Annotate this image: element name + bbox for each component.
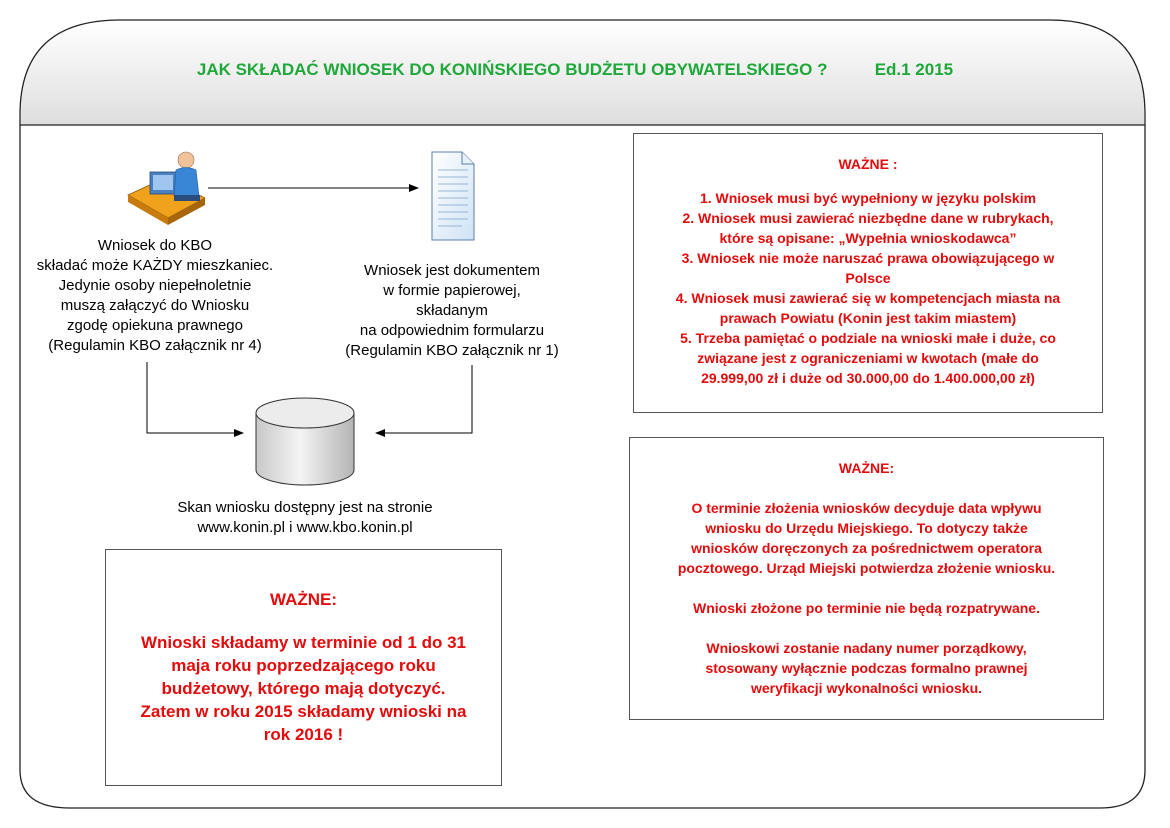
submission-line: wniosków doręczonych za pośrednictwem operatora <box>691 540 1042 556</box>
page-title <box>20 60 1130 80</box>
submission-heading: WAŻNE: <box>838 460 895 476</box>
person-description <box>20 236 290 356</box>
text-line: (Regulamin KBO załącznik nr 1) <box>345 342 559 359</box>
submission-line: weryfikacji wykonalności wniosku. <box>750 680 983 696</box>
text-line: na odpowiednim formularzu <box>359 322 545 339</box>
submission-line: pocztowego. Urząd Miejski potwierdza złożenie wniosku. <box>677 560 1056 576</box>
submission-line: stosowany wyłącznie podczas formalno prawnej <box>705 660 1028 676</box>
submission-line: O terminie złożenia wniosków decyduje data wpływu <box>691 500 1042 516</box>
rules-line: Polsce <box>845 270 891 286</box>
rules-line: 1. Wniosek musi być wypełniony w języku polskim <box>699 190 1037 206</box>
title-text: JAK SKŁADAĆ WNIOSEK DO KONIŃSKIEGO BUDŻETU OBYWATELSKIEGO ? <box>196 60 828 79</box>
text-line: Skan wniosku dostępny jest na stronie <box>177 499 433 516</box>
submission-line: wniosku do Urzędu Miejskiego. To dotyczy także <box>705 520 1028 536</box>
text-line: www.konin.pl i www.kbo.konin.pl <box>197 519 413 536</box>
rules-line: związane jest z ograniczeniami w kwotach (małe do <box>697 350 1039 366</box>
deadline-line: budżetowy, którego mają dotyczyć. <box>161 679 446 698</box>
rules-heading: WAŻNE : <box>838 156 898 172</box>
text-line: Wniosek do KBO <box>97 237 213 254</box>
text-line: składanym <box>416 302 488 319</box>
rules-line: które są opisane: „Wypełnia wnioskodawca” <box>719 230 1017 246</box>
rules-line: 2. Wniosek musi zawierać niezbędne dane w rubrykach, <box>682 210 1054 226</box>
text-line: Jedynie osoby niepełnoletnie <box>58 277 252 294</box>
rules-line: prawach Powiatu (Konin jest takim miastem) <box>719 310 1017 326</box>
text-line: Wniosek jest dokumentem <box>364 262 540 279</box>
submission-line: Wnioski złożone po terminie nie będą rozpatrywane. <box>693 600 1040 616</box>
submission-line: Wnioskowi zostanie nadany numer porządkowy, <box>706 640 1027 656</box>
rules-line: 3. Wniosek nie może naruszać prawa obowiązującego w <box>681 250 1055 266</box>
deadline-box <box>105 549 502 786</box>
rules-line: 5. Trzeba pamiętać o podziale na wnioski małe i duże, co <box>680 330 1056 346</box>
database-description <box>150 498 460 538</box>
text-line: zgodę opiekuna prawnego <box>67 317 243 334</box>
submission-box <box>629 437 1104 720</box>
rules-line: 29.999,00 zł i duże od 30.000,00 do 1.400.000,00 zł) <box>701 370 1035 386</box>
text-line: muszą załączyć do Wniosku <box>60 297 250 314</box>
rules-line: 4. Wniosek musi zawierać się w kompetencjach miasta na <box>675 290 1061 306</box>
deadline-line: Wnioski składamy w terminie od 1 do 31 <box>141 633 466 652</box>
database-icon <box>256 398 354 485</box>
text-line: (Regulamin KBO załącznik nr 4) <box>48 337 262 354</box>
deadline-line: maja roku poprzedzającego roku <box>171 656 436 675</box>
document-icon <box>432 152 474 240</box>
deadline-heading: WAŻNE: <box>269 590 338 609</box>
deadline-line: rok 2016 ! <box>263 725 344 744</box>
rules-box <box>633 133 1103 413</box>
text-line: w formie papierowej, <box>383 282 521 299</box>
text-line: składać może KAŻDY mieszkaniec. <box>36 257 274 274</box>
edition-label: Ed.1 2015 <box>874 60 954 79</box>
document-description <box>327 261 577 361</box>
deadline-line: Zatem w roku 2015 składamy wnioski na <box>140 702 467 721</box>
